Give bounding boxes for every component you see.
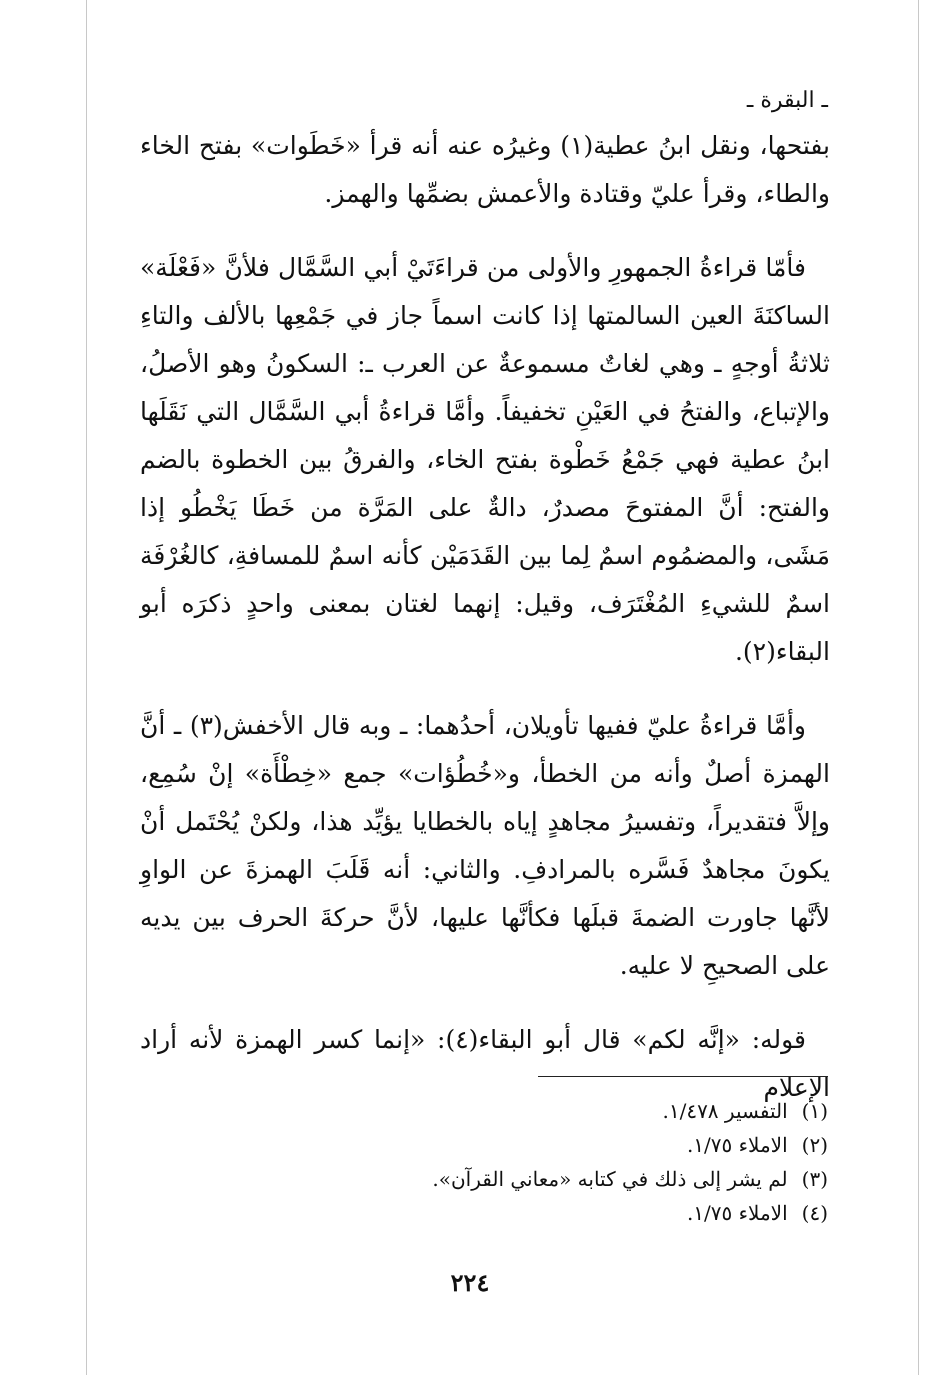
footnote-number: (٣)	[801, 1167, 828, 1191]
main-text	[140, 122, 830, 1138]
footnote-number: (٤)	[801, 1201, 828, 1225]
footnote-text: الاملاء ١/٧٥.	[686, 1133, 788, 1157]
footnotes	[128, 1094, 828, 1230]
running-header: ـ البقرة ـ	[746, 88, 828, 113]
page-number: ٢٢٤	[450, 1268, 490, 1297]
footnote-number: (٢)	[801, 1133, 828, 1157]
footnote-item	[128, 1094, 828, 1128]
footnote-text: الاملاء ١/٧٥.	[686, 1201, 788, 1225]
paragraph: وأمَّا قراءةُ عليّ ففيها تأويلان، أحدُهما: ـ وبه قال الأخفش(٣) ـ أنَّ الهمزة أصلٌ وأنه من الخطأ، و«خُطُؤات» جمع «خِطْأَة» إنْ سُمِع، وإلاَّ فتقديراً، وتفسيرُ مجاهدٍ إياه بالخطايا يؤيِّد هذا، ولكنْ يُحْتَمل أنْ يكونَ مجاهدٌ فَسَّره بالمرادفِ. والثاني: أنه قَلَبَ الهمزةَ عن الواوِ لأنَّها جاورت الضمةَ قبلَها فكأنَّها عليها، لأنَّ حركةَ الحرف بين يديه على الصحيحِ لا عليه.	[140, 711, 830, 980]
footnote-text: التفسير ١/٤٧٨.	[662, 1099, 788, 1123]
footnote-item	[128, 1162, 828, 1196]
footnote-item	[128, 1128, 828, 1162]
paragraph: فأمّا قراءةُ الجمهورِ والأولى من قراءَتَيْ أبي السَّمَّال فلأنَّ «فَعْلَة» الساكنَةَ العين السالمتها إذا كانت اسماً جاز في جَمْعِها بالألف والتاءِ ثلاثةُ أوجهٍ ـ وهي لغاتٌ مسموعةٌ عن العرب ـ: السكونُ وهو الأصلُ، والإتباع، والفتحُ في العَيْنِ تخفيفاً. وأمَّا قراءةُ أبي السَّمَّال التي نَقَلَها ابنُ عطية فهي جَمْعُ خَطْوة بفتح الخاء، والفرقُ بين الخطوة بالضم والفتح: أنَّ المفتوحَ مصدرٌ، دالةٌ على المَرَّة من خَطَا يَخْطُو إذا مَشَى، والمضمُوم اسمٌ لِما بين القَدَمَيْن كأنه اسمٌ للمسافةِ، كالغُرْفَة اسمٌ للشيءِ المُغْتَرَف، وقيل: إنهما لغتان بمعنى واحدٍ ذكرَه أبو البقاء(٢).	[140, 253, 830, 666]
scan-edge-mark	[918, 0, 919, 1375]
footnote-text: لم يشر إلى ذلك في كتابه «معاني القرآن».	[432, 1167, 788, 1191]
paragraph: قوله: «إنَّه لكم» قال أبو البقاء(٤): «إنما كسر الهمزة لأنه أراد الإعلام	[140, 1025, 830, 1102]
footnote-divider	[538, 1076, 828, 1077]
paragraph: بفتحها، ونقل ابنُ عطية(١) وغيرُه عنه أنه قرأ «خَطَوات» بفتح الخاء والطاء، وقرأ عليّ وقتادة والأعمش بضمِّها والهمز.	[140, 131, 830, 208]
footnote-item	[128, 1196, 828, 1230]
footnote-number: (١)	[801, 1099, 828, 1123]
scan-edge-mark	[86, 0, 87, 1375]
